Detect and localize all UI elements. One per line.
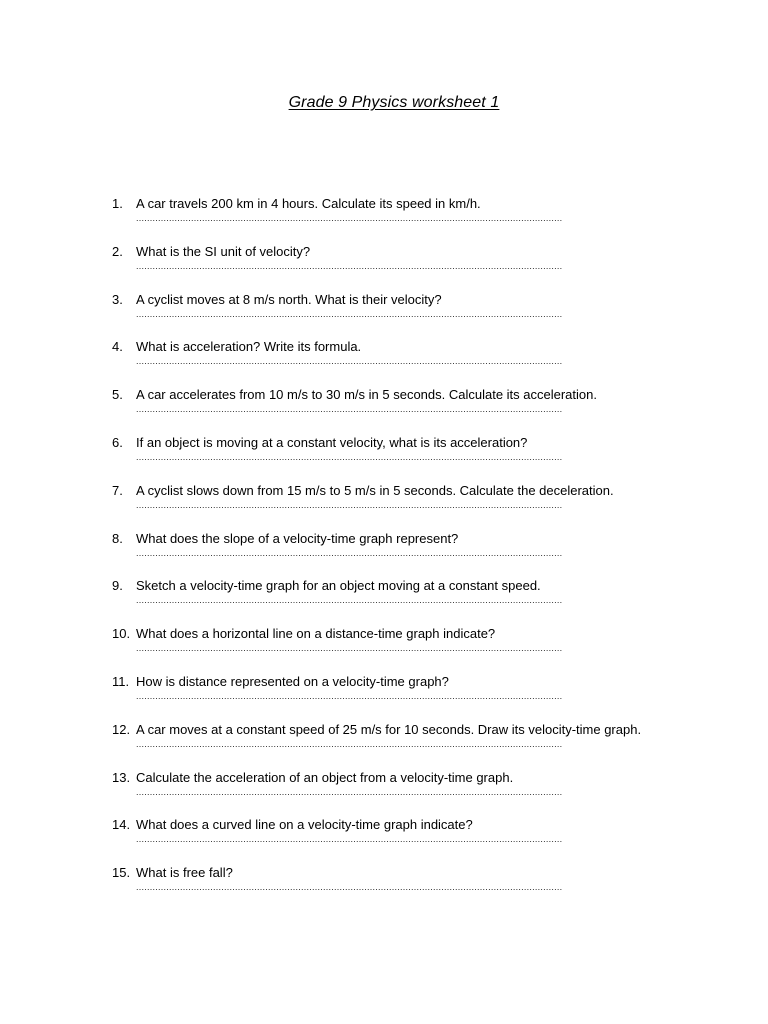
question-text: A cyclist moves at 8 m/s north. What is their velocity? bbox=[136, 291, 442, 307]
answer-line: ........................................................................................................................................................... bbox=[136, 308, 563, 319]
answer-line: ........................................................................................................................................................... bbox=[136, 738, 563, 749]
question-item bbox=[112, 483, 632, 531]
answer-line: ........................................................................................................................................................... bbox=[136, 882, 563, 893]
worksheet-title: Grade 9 Physics worksheet 1 bbox=[288, 94, 500, 111]
question-item bbox=[112, 196, 632, 244]
question-item bbox=[112, 387, 632, 435]
question-number: 1. bbox=[112, 196, 123, 211]
question-number: 11. bbox=[112, 673, 130, 689]
question-text: What does a curved line on a velocity-time graph indicate? bbox=[136, 817, 473, 833]
question-text: What does a horizontal line on a distance-time graph indicate? bbox=[136, 626, 496, 642]
answer-line: ........................................................................................................................................................... bbox=[136, 499, 563, 510]
answer-line: ........................................................................................................................................................... bbox=[136, 643, 563, 654]
answer-line: ........................................................................................................................................................... bbox=[136, 834, 563, 845]
question-text: A car travels 200 km in 4 hours. Calculate its speed in km/h. bbox=[136, 196, 481, 211]
question-number: 6. bbox=[112, 434, 123, 450]
question-item bbox=[112, 721, 642, 770]
question-item bbox=[112, 817, 632, 865]
answer-line: ........................................................................................................................................................... bbox=[136, 213, 563, 223]
answer-line: ........................................................................................................................................................... bbox=[136, 786, 563, 797]
answer-line: ........................................................................................................................................................... bbox=[136, 404, 563, 415]
question-number: 2. bbox=[112, 243, 123, 259]
question-text: What is the SI unit of velocity? bbox=[136, 243, 311, 259]
question-number: 7. bbox=[112, 482, 123, 498]
question-item bbox=[112, 339, 632, 387]
answer-line: ........................................................................................................................................................... bbox=[136, 356, 563, 367]
question-item bbox=[112, 292, 632, 340]
question-text: What is acceleration? Write its formula. bbox=[136, 339, 362, 355]
question-number: 12. bbox=[112, 721, 131, 737]
question-item bbox=[112, 674, 632, 722]
question-number: 8. bbox=[112, 530, 123, 546]
question-text: How is distance represented on a velocity-time graph? bbox=[136, 673, 449, 689]
question-text: A car accelerates from 10 m/s to 30 m/s in 5 seconds. Calculate its acceleration. bbox=[136, 387, 597, 403]
question-number: 14. bbox=[112, 817, 131, 833]
answer-line: ........................................................................................................................................................... bbox=[136, 451, 563, 462]
question-text: A car moves at a constant speed of 25 m/s for 10 seconds. Draw its velocity-time graph. bbox=[136, 721, 642, 737]
question-item bbox=[112, 770, 632, 818]
question-number: 4. bbox=[112, 339, 123, 355]
question-text: What is free fall? bbox=[136, 865, 233, 881]
question-list bbox=[112, 196, 642, 913]
question-number: 15. bbox=[112, 865, 131, 881]
question-item bbox=[112, 531, 632, 579]
question-text: What does the slope of a velocity-time graph represent? bbox=[136, 530, 459, 546]
question-item bbox=[112, 435, 632, 483]
answer-line: ........................................................................................................................................................... bbox=[136, 260, 563, 271]
question-text: A cyclist slows down from 15 m/s to 5 m/s in 5 seconds. Calculate the deceleration. bbox=[136, 482, 614, 498]
question-item bbox=[112, 244, 632, 292]
answer-line: ........................................................................................................................................................... bbox=[136, 690, 563, 701]
question-text: Sketch a velocity-time graph for an object moving at a constant speed. bbox=[136, 578, 541, 594]
question-item bbox=[112, 865, 632, 913]
question-text: If an object is moving at a constant velocity, what is its acceleration? bbox=[136, 434, 528, 450]
answer-line: ........................................................................................................................................................... bbox=[136, 547, 563, 558]
question-number: 3. bbox=[112, 291, 123, 307]
answer-line: ........................................................................................................................................................... bbox=[136, 595, 563, 606]
question-number: 5. bbox=[112, 387, 123, 403]
question-item bbox=[112, 578, 632, 626]
question-text: Calculate the acceleration of an object from a velocity-time graph. bbox=[136, 769, 514, 785]
question-number: 10. bbox=[112, 626, 131, 642]
question-number: 13. bbox=[112, 769, 131, 785]
question-number: 9. bbox=[112, 578, 123, 594]
question-item bbox=[112, 626, 632, 674]
